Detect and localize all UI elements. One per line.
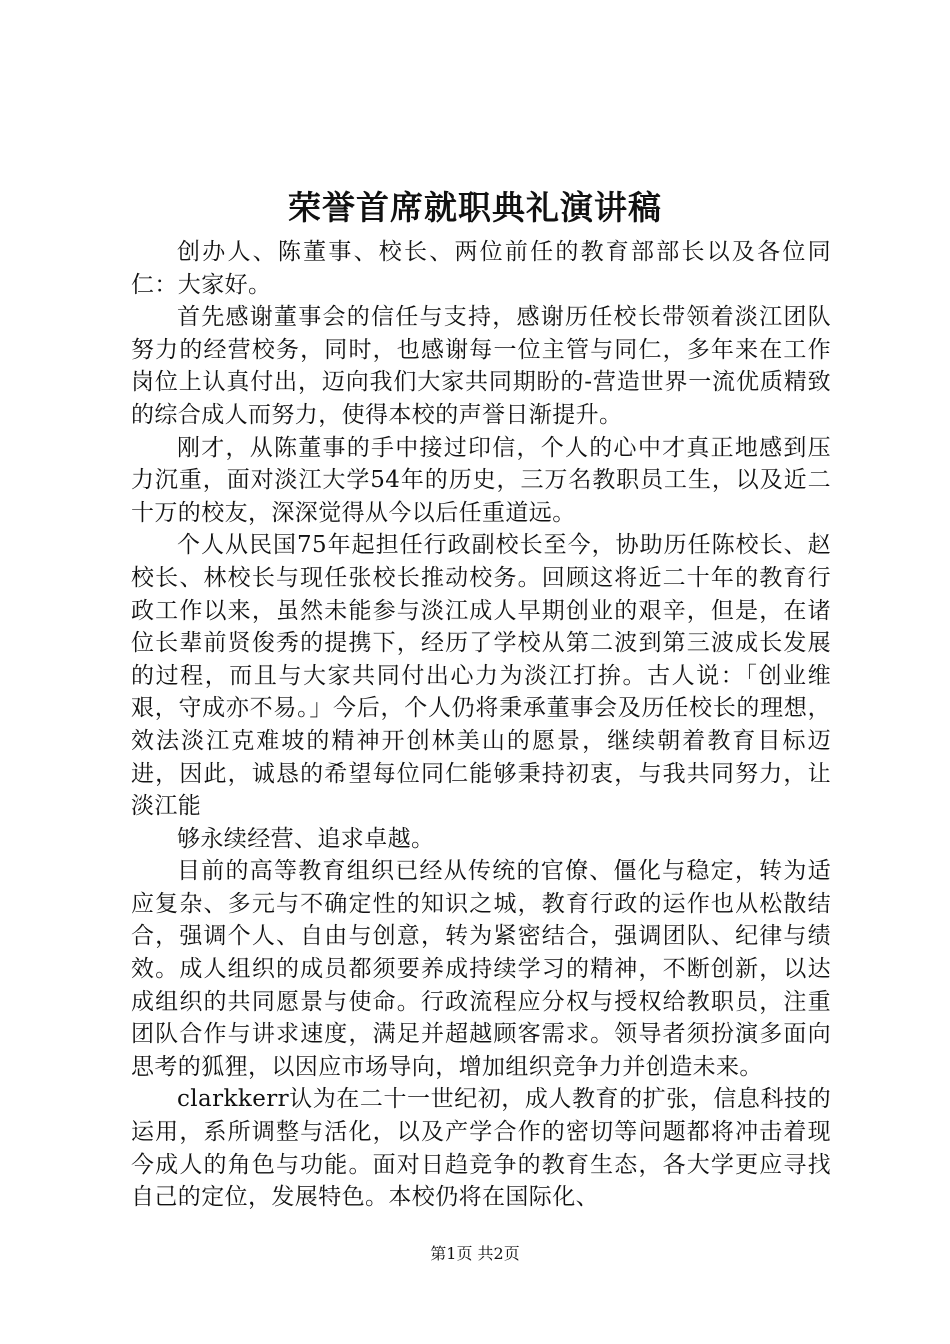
paragraph: 首先感谢董事会的信任与支持，感谢历任校长带领着淡江团队努力的经营校务，同时，也感谢每一位主管与同仁，多年来在工作岗位上认真付出，迈向我们大家共同期盼的-营造世界一流优质精致的综合成人而努力，使得本校的声誉日渐提升。 (131, 304, 831, 428)
paragraph: 够永续经营、追求卓越。 (177, 825, 435, 852)
paragraph: 个人从民国75年起担任行政副校长至今，协助历任陈校长、赵校长、林校长与现任张校长推动校务。回顾这将近二十年的教育行政工作以来，虽然未能参与淡江成人早期创业的艰辛，但是，在诸位长辈前贤俊秀的提携下，经历了学校从第二波到第三波成长发展的过程，而且与大家共同付出心力为淡江打拚。古人说：「创业维艰，守成亦不易。」今后，个人仍将秉承董事会及历任校长的理想，效法淡江克难坡的精神开创林美山的愿景，继续朝着教育目标迈进，因此，诚恳的希望每位同仁能够秉持初衷，与我共同努力，让淡江能 (131, 532, 831, 820)
paragraph: 刚才，从陈董事的手中接过印信，个人的心中才真正地感到压力沉重，面对淡江大学54年的历史，三万名教职员工生，以及近二十万的校友，深深觉得从今以后任重道远。 (131, 434, 831, 526)
paragraph: clarkkerr认为在二十一世纪初，成人教育的扩张，信息科技的运用，系所调整与活化，以及产学合作的密切等问题都将冲击着现今成人的角色与功能。面对日趋竞争的教育生态，各大学更应寻找自己的定位，发展特色。本校仍将在国际化、 (131, 1086, 831, 1211)
paragraph: 创办人、陈董事、校长、两位前任的教育部部长以及各位同仁：大家好。 (131, 239, 831, 298)
paragraph: 目前的高等教育组织已经从传统的官僚、僵化与稳定，转为适应复杂、多元与不确定性的知识之城，教育行政的运作也从松散结合，强调个人、自由与创意，转为紧密结合，强调团队、纪律与绩效。成人组织的成员都须要养成持续学习的精神，不断创新，以达成组织的共同愿景与使命。行政流程应分权与授权给教职员，注重团队合作与讲求速度，满足并超越顾客需求。领导者须扮演多面向思考的狐狸，以因应市场导向，增加组织竞争力并创造未来。 (131, 858, 831, 1080)
page-footer: 第1页 共2页 (430, 1244, 520, 1263)
document-title: 荣誉首席就职典礼演讲稿 (288, 188, 662, 227)
document-body (131, 236, 831, 1214)
